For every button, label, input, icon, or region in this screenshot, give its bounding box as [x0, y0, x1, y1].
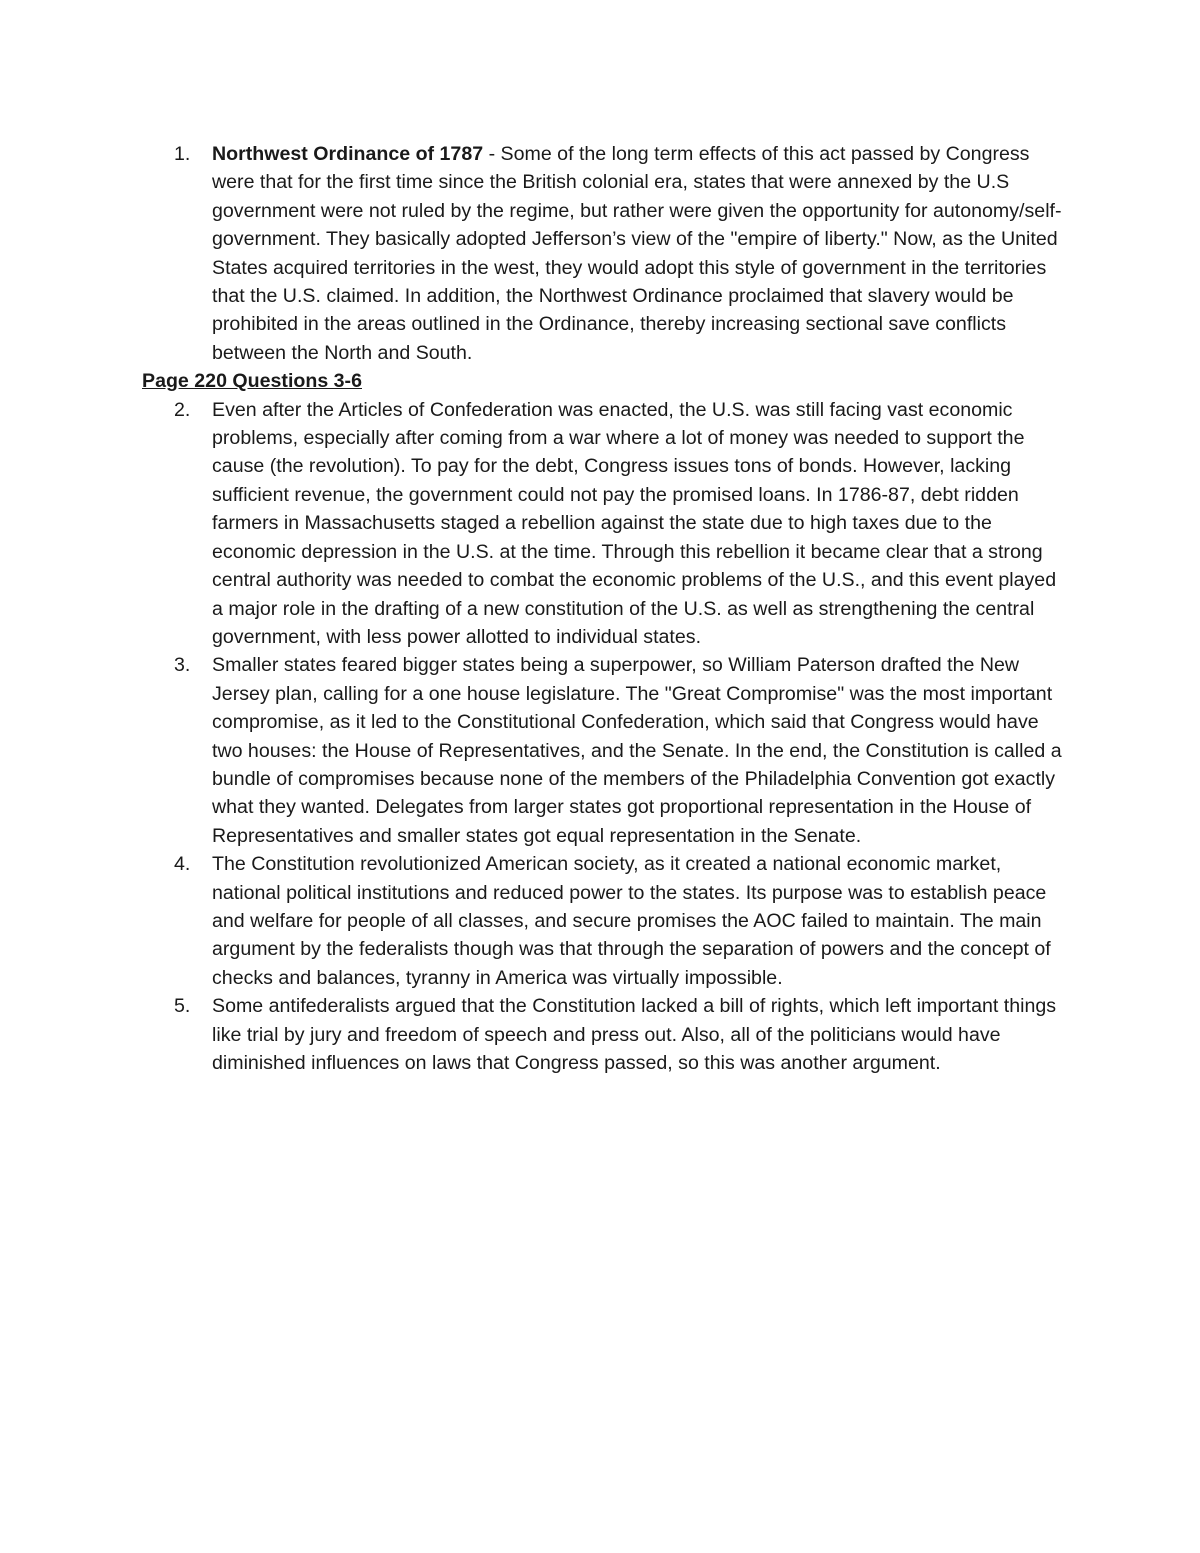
list-number: 4.	[174, 853, 191, 876]
item-text: Smaller states feared bigger states being a superpower, so William Paterson drafted the New Jersey plan, calling for a one house legislature. The "Great Compromise" was the most important compromise, as it led to the Constitutional Confederation, which said that Congress would have two houses: the House of Representatives, and the Senate. In the end, the Constitution is called a bundle of compromises because none of the members of the Philadelphia Convention got exactly what they wanted. Delegates from larger states got proportional representation in the House of Representatives and smaller states got equal representation in the Senate.	[212, 654, 1062, 847]
item-text: The Constitution revolutionized American society, as it created a national economic market, national political institutions and reduced power to the states. Its purpose was to establish peace and welfare for people of all classes, and secure promises the AOC failed to maintain. The main argument by the federalists though was that through the separation of powers and the concept of checks and balances, tyranny in America was virtually impossible.	[212, 853, 1051, 989]
item-text: - Some of the long term effects of this act passed by Congress were that for the first time since the British colonial era, states that were annexed by the U.S government were not ruled by the regime, but rather were given the opportunity for autonomy/self-government. They basically adopted Jefferson’s view of the "empire of liberty." Now, as the United States acquired territories in the west, they would adopt this style of government in the territories that the U.S. claimed. In addition, the Northwest Ordinance proclaimed that slavery would be prohibited in the areas outlined in the Ordinance, thereby increasing sectional save conflicts between the North and South.	[212, 143, 1062, 364]
item-text: Even after the Articles of Confederation was enacted, the U.S. was still facing vast economic problems, especially after coming from a war where a lot of money was needed to support the cause (the revolution). To pay for the debt, Congress issues tons of bonds. However, lacking sufficient revenue, the government could not pay the promised loans. In 1786-87, debt ridden farmers in Massachusetts staged a rebellion against the state due to high taxes due to the economic depression in the U.S. at the time. Through this rebellion it became clear that a strong central authority was needed to combat the economic problems of the U.S., and this event played a major role in the drafting of a new constitution of the U.S. as well as strengthening the central government, with less power allotted to individual states.	[212, 398, 1057, 648]
list-item-2	[142, 396, 1072, 652]
list-number: 5.	[174, 995, 191, 1018]
list-item-body	[212, 140, 1064, 367]
list-number: 1.	[174, 143, 191, 165]
list-item-3	[142, 651, 1072, 850]
item-title: Northwest Ordinance of 1787	[212, 143, 484, 165]
list-number: 3.	[174, 654, 191, 677]
list-item-4	[142, 850, 1072, 992]
section-heading: Page 220 Questions 3-6	[142, 370, 362, 393]
list-item-1	[142, 140, 1072, 367]
item-text: Some antifederalists argued that the Constitution lacked a bill of rights, which left important things like trial by jury and freedom of speech and press out. Also, all of the politicians would have diminished influences on laws that Congress passed, so this was another argument.	[212, 995, 1057, 1074]
list-item-5	[142, 992, 1072, 1077]
document-content	[142, 140, 1072, 1077]
list-number: 2.	[174, 398, 191, 421]
